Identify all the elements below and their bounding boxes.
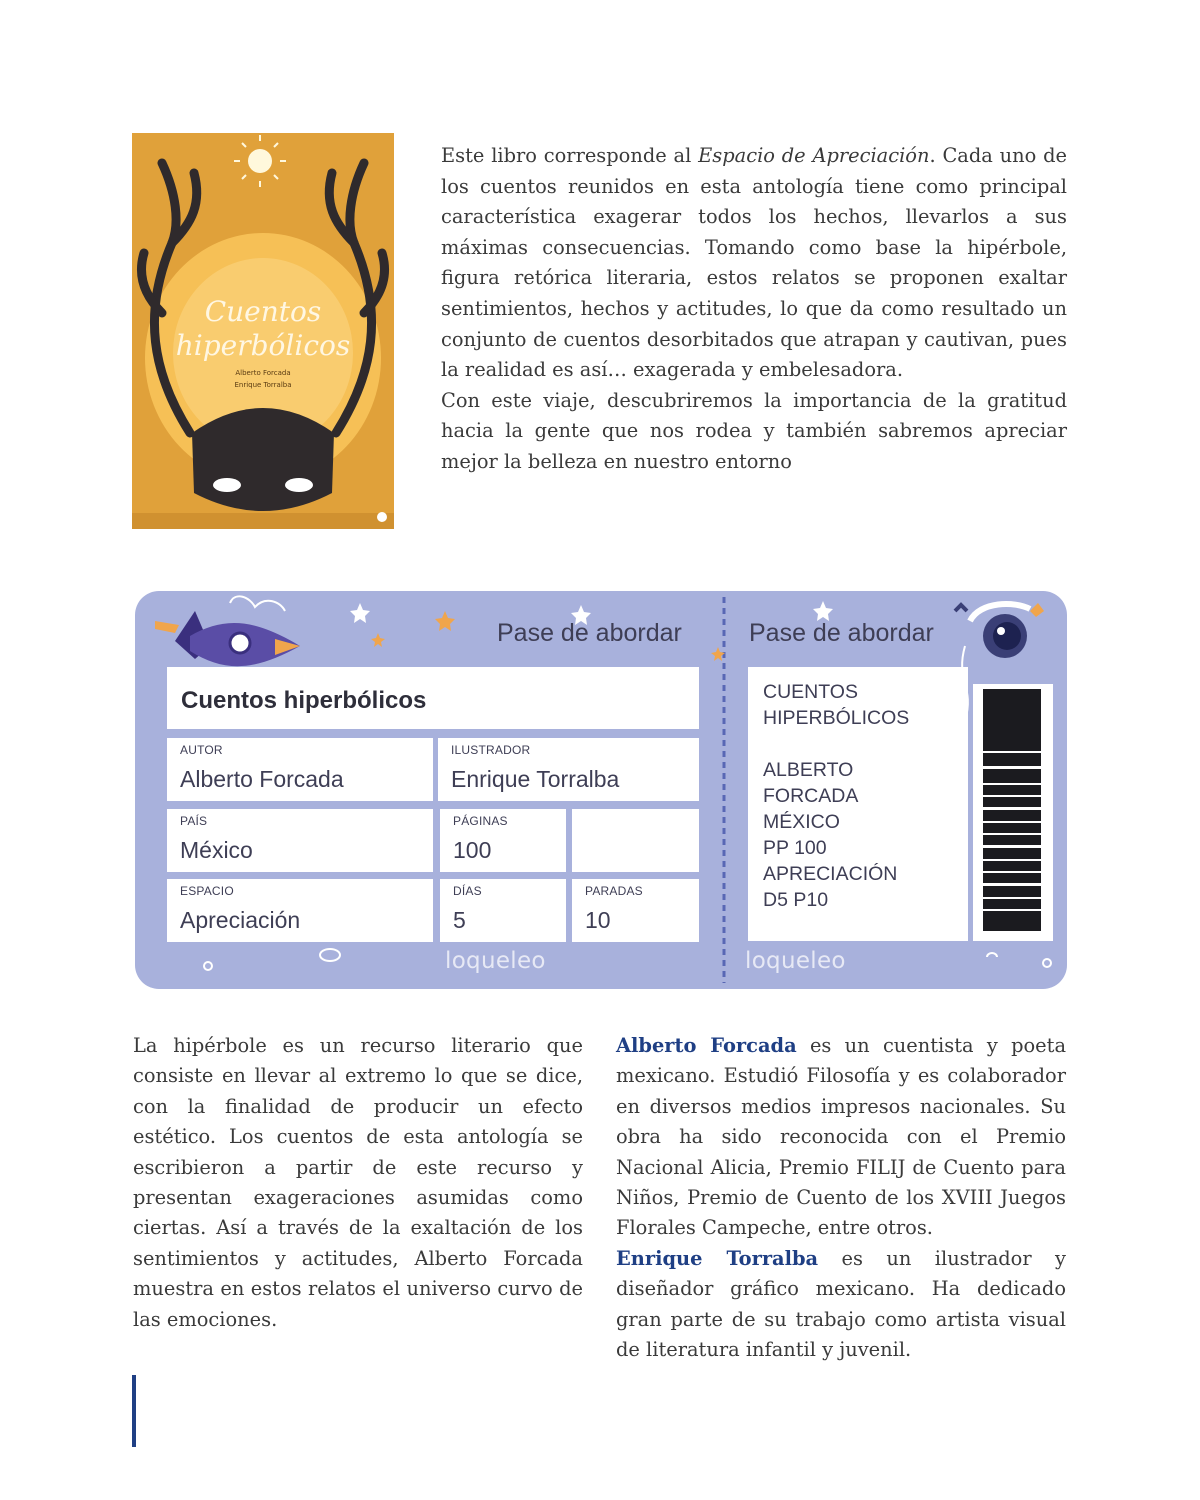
space-label: ESPACIO bbox=[180, 884, 234, 898]
pages-field bbox=[440, 809, 566, 872]
days-field bbox=[440, 879, 566, 942]
space-field bbox=[167, 879, 433, 942]
stub-line: APRECIACIÓN bbox=[763, 863, 898, 885]
stub-line: D5 P10 bbox=[763, 889, 829, 911]
creature-face bbox=[192, 408, 334, 511]
author-bio: Alberto Forcada es un cuentista y poeta mexicano. Estudió Filosofía y es colaborador en diversos medios impresos nacionales. Su obra ha sido reconocida con el Premio Nacional Alicia, Premio FILIJ de Cuento para Niños, Premio de Cuento de los XVIII Juegos Florales Campeche, entre otros. bbox=[616, 1034, 1067, 1240]
pass-stub-title: Pase de abordar bbox=[749, 619, 934, 647]
stops-label: PARADAS bbox=[585, 884, 643, 898]
days-value: 5 bbox=[453, 907, 466, 933]
stops-field bbox=[572, 879, 699, 942]
intro-paragraph-2: Con este viaje, descubriremos la importancia de la gratitud hacia la gente que nos rodea y también sabremos apreciar mejor la belleza en nuestro entorno bbox=[441, 388, 1067, 473]
stops-value: 10 bbox=[585, 907, 611, 933]
stub-line: FORCADA bbox=[763, 785, 859, 807]
stub-line: MÉXICO bbox=[763, 811, 840, 833]
cover-credit-illustrator: Enrique Torralba bbox=[234, 381, 292, 389]
empty-field bbox=[572, 809, 699, 872]
stub-line: HIPERBÓLICOS bbox=[763, 707, 910, 729]
publisher-logo-icon bbox=[377, 512, 387, 522]
stub-info bbox=[748, 667, 968, 941]
days-label: DÍAS bbox=[453, 884, 482, 898]
cover-title-line1: Cuentos bbox=[204, 295, 322, 328]
page-margin-rule bbox=[132, 1375, 136, 1447]
author-field bbox=[167, 738, 433, 801]
pass-main-title: Pase de abordar bbox=[497, 619, 682, 647]
book-cover bbox=[132, 133, 394, 529]
hyperbole-paragraph: La hipérbole es un recurso literario que consiste en llevar al extremo lo que se dice, con la finalidad de producir un efecto estético. Los cuentos de esta antología se escribieron a partir de este recurso y presentan exageraciones asumidas como ciertas. Así a través de la exaltación de los sentimientos y actitudes, Alberto Forcada muestra en estos relatos el universo curvo de las emociones. bbox=[133, 1034, 583, 1331]
boarding-pass bbox=[135, 591, 1067, 989]
sun-icon bbox=[248, 149, 272, 173]
bio-section bbox=[616, 1031, 1066, 1365]
illustrator-field bbox=[438, 738, 699, 801]
cover-credit-author: Alberto Forcada bbox=[235, 369, 291, 377]
pages-value: 100 bbox=[453, 837, 492, 863]
intro-paragraph-1: Este libro corresponde al Espacio de Apreciación. Cada uno de los cuentos reunidos en esta antología tiene como principal característica exagerar todos los hechos, llevarlos a sus máximas consecuencias. Tomando como base la hipérbole, figura retórica literaria, estos relatos se proponen exaltar sentimientos, hechos y actitudes, lo que da como resultado un conjunto de cuentos desorbitados que atrapan y cautivan, pues la realidad es así… exagerada y embelesadora. bbox=[441, 144, 1067, 382]
book-cover-art bbox=[132, 133, 394, 529]
pages-label: PÁGINAS bbox=[453, 814, 508, 828]
loqueleo-logo: loqueleo bbox=[445, 948, 546, 974]
book-title-field bbox=[167, 667, 699, 729]
stub-line: PP 100 bbox=[763, 837, 827, 859]
loqueleo-logo-stub: loqueleo bbox=[745, 948, 846, 974]
illustrator-label: ILUSTRADOR bbox=[451, 743, 531, 757]
illustrator-value: Enrique Torralba bbox=[451, 766, 620, 792]
stub-line: CUENTOS bbox=[763, 681, 858, 703]
book-title: Cuentos hiperbólicos bbox=[181, 687, 427, 714]
hyperbole-description bbox=[133, 1031, 583, 1335]
author-value: Alberto Forcada bbox=[180, 766, 344, 792]
cover-title-line2: hiperbólicos bbox=[175, 329, 351, 362]
author-label: AUTOR bbox=[180, 743, 223, 757]
space-name: Espacio de Apreciación bbox=[698, 144, 930, 167]
country-field bbox=[167, 809, 433, 872]
illustrator-name: Enrique Torralba bbox=[616, 1246, 819, 1270]
illustrator-bio: Enrique Torralba es un ilustrador y diseñador gráfico mexicano. Ha dedicado gran parte de su trabajo como artista visual de literatura infantil y juvenil. bbox=[616, 1246, 1066, 1362]
stub-spacer bbox=[763, 731, 909, 757]
space-value: Apreciación bbox=[180, 907, 301, 933]
country-label: PAÍS bbox=[180, 814, 208, 828]
stub-line: ALBERTO bbox=[763, 759, 854, 781]
intro-text bbox=[441, 141, 1067, 478]
country-value: México bbox=[180, 837, 253, 863]
barcode bbox=[973, 684, 1053, 941]
author-name: Alberto Forcada bbox=[616, 1034, 797, 1057]
